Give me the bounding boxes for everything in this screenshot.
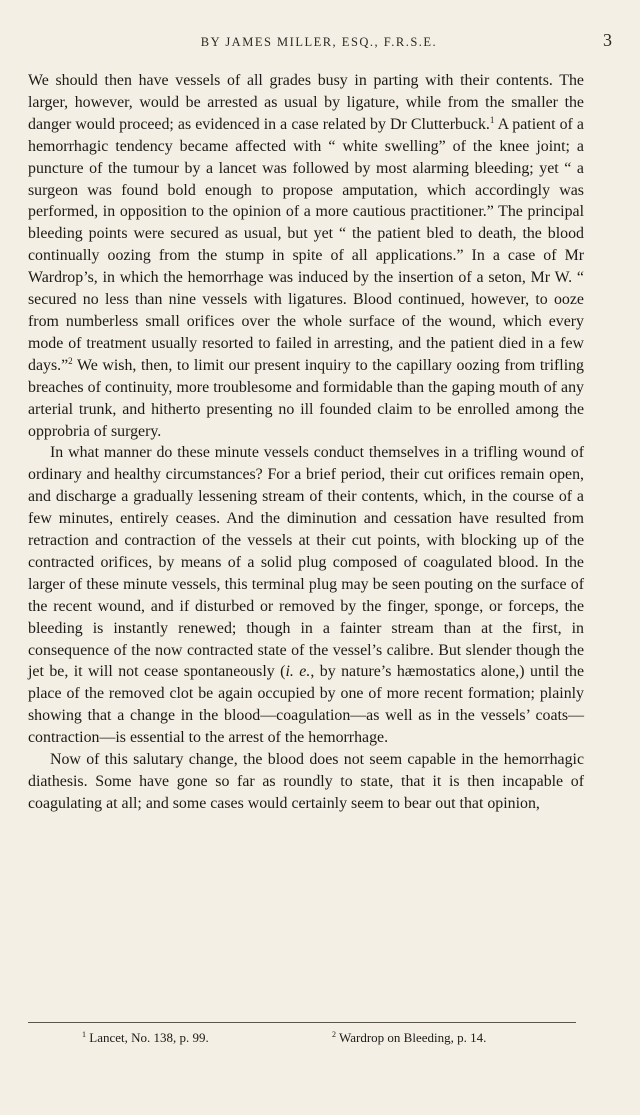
footnote-1 xyxy=(82,1029,209,1047)
body-text xyxy=(28,70,584,815)
running-header xyxy=(26,30,612,54)
italic-text: i. e. xyxy=(285,663,311,681)
footnote-marker: 1 xyxy=(82,1030,86,1039)
text-run: We wish, then, to limit our present inquiry to the capillary oozing from trifling breaches of continuity, more troublesome and formidable than the gaping mouth of any arterial trunk, and hitherto presenting no ill founded claim to be enrolled among the opprobria of surgery. xyxy=(28,356,584,440)
page-number: 3 xyxy=(603,30,612,50)
text-run: , by nature’s hæmostatics alone,) until the place of the removed clot be again occupied by one of more recent formation; plainly showing that a change in the blood—coagulation—as well as in the vessels’ coats—contraction—is essential to the arrest of the hemorrhage. xyxy=(28,663,584,747)
running-title: BY JAMES MILLER, ESQ., F.R.S.E. xyxy=(200,35,438,49)
text-run: Now of this salutary change, the blood does not seem capable in the hemorrhagic diathesis. Some have gone so far as roundly to state, that it is then incapable of coagulating at all; and some cases would certainly seem to bear out that opinion, xyxy=(28,751,584,812)
footnote-marker: 2 xyxy=(332,1030,336,1039)
footnote-text: Wardrop on Bleeding, p. 14. xyxy=(339,1030,487,1045)
footnote-text: Lancet, No. 138, p. 99. xyxy=(89,1030,209,1045)
text-run: In what manner do these minute vessels conduct themselves in a trifling wound of ordinary and healthy circumstances? For a brief period, their cut orifices remain open, and discharge a gradually lessening stream of their contents, which, in the course of a few minutes, entirely ceases. And the diminution and cessation have resulted from retraction and contraction of the vessels at their cut points, with blocking up of the contracted orifices, by means of a solid plug composed of coagulated blood. In the larger of these minute vessels, this terminal plug may be seen pouting on the surface of the recent wound, and if disturbed or removed by the finger, sponge, or forceps, the bleeding is instantly renewed; though in a fainter stream than at the first, in consequence of the now contracted state of the vessel’s calibre. But slender though the jet be, it will not cease spontaneously ( xyxy=(28,444,584,681)
footnote-reference: 1 xyxy=(489,114,495,125)
paragraph xyxy=(28,70,584,442)
footnote-rule xyxy=(28,1022,576,1023)
footnote-2 xyxy=(332,1029,486,1047)
paragraph xyxy=(28,442,584,749)
text-run: We should then have vessels of all grades busy in parting with their contents. The larger, however, would be arrested as usual by ligature, while from the smaller the danger would proceed; as evidenced in a case related by Dr Clutterbuck. xyxy=(28,72,584,133)
footnote-reference: 2 xyxy=(68,355,73,366)
paragraph xyxy=(28,749,584,815)
text-run: A patient of a hemorrhagic tendency became affected with “ white swelling” of the knee joint; a puncture of the tumour by a lancet was followed by most alarming bleeding; yet “ a surgeon was found bold enough to propose amputation, which accordingly was performed, in opposition to the opinion of a more cautious practitioner.” The principal bleeding points were secured as usual, but yet “ the patient bled to death, the blood continually oozing from the stump in spite of all applications.” In a case of Mr Wardrop’s, in which the hemorrhage was induced by the insertion of a seton, Mr W. “ secured no less than nine vessels with ligatures. Blood continued, however, to ooze from numberless small orifices over the whole surface of the wound, which every mode of treatment usually resorted to failed in arresting, and the patient died in a few days.” xyxy=(28,115,584,374)
